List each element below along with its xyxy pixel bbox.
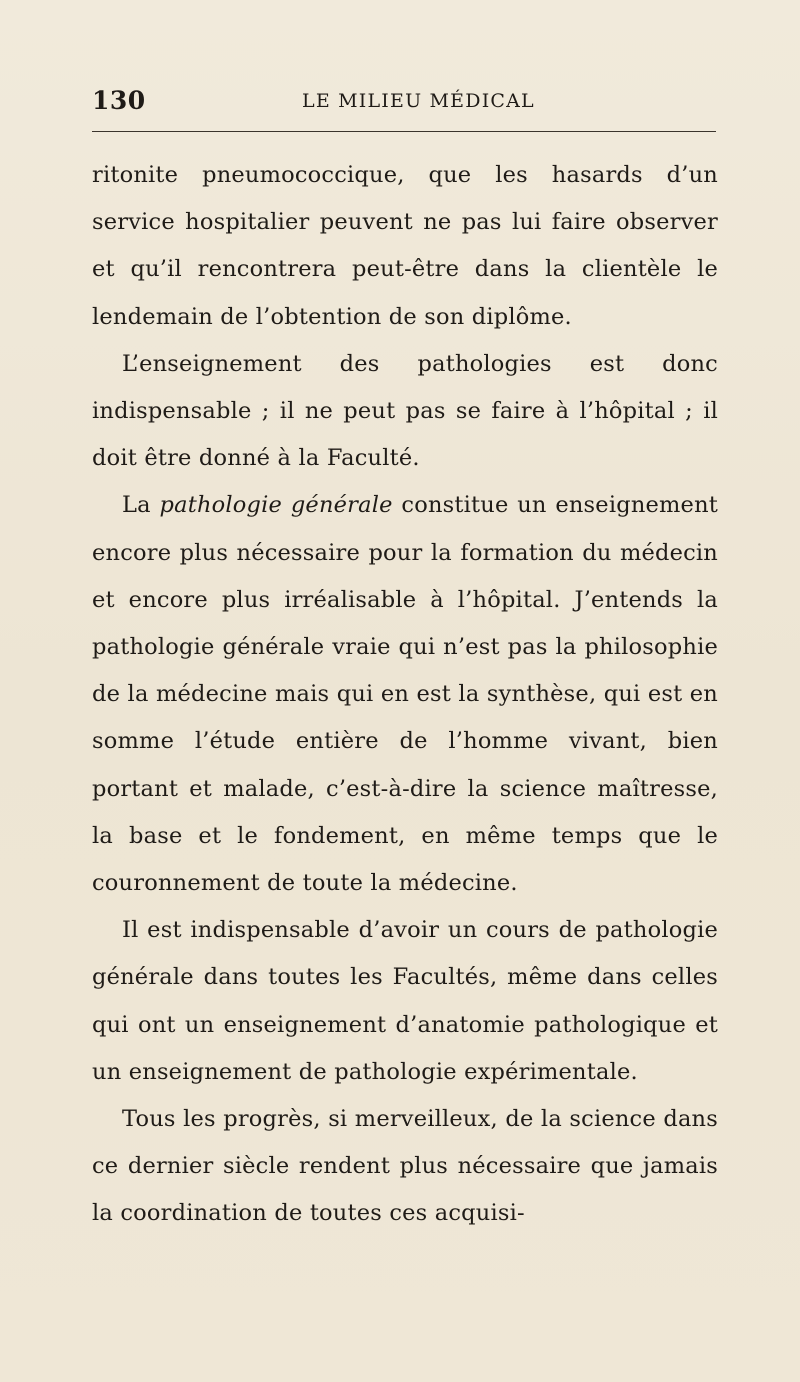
paragraph-3-rest: constitue un enseignement encore plus nécessaire pour la formation du médecin et encore plus irréalisable à l’hôpital. J’entends la pathologie générale vraie qui n’est pas la philosophie de la médecine mais qui en est la synthèse, qui est en somme l’étude entière de l’homme vivant, bien portant et malade, c’est-à-dire la science maîtresse, la base et le fondement, en même temps que le couronnement de toute la médecine. xyxy=(92,492,719,897)
header-rule xyxy=(92,131,716,132)
paragraph-1: ritonite pneumococcique, que les hasards d’un service hospitalier peuvent ne pas lui faire observer et qu’il rencontrera peut-être dans la clientèle le lendemain de l’obtention de son diplôme. xyxy=(92,162,718,330)
body-text xyxy=(92,152,718,1238)
paragraph-2: L’enseignement des pathologies est donc indispensable ; il ne peut pas se faire à l’hôpital ; il doit être donné à la Faculté. xyxy=(92,350,718,472)
paragraph-4: Il est indispensable d’avoir un cours de pathologie générale dans toutes les Facultés, même dans celles qui ont un enseignement d’anatomie pathologique et un enseignement de pathologie expérimentale. xyxy=(92,917,718,1085)
running-title: LE MILIEU MÉDICAL xyxy=(302,90,535,112)
paragraph-3-emphasis: pathologie générale xyxy=(159,492,393,519)
page-number: 130 xyxy=(92,86,146,115)
paragraph-5: Tous les progrès, si merveilleux, de la science dans ce dernier siècle rendent plus nécessaire que jamais la coordination de toutes ces acquisi- xyxy=(92,1106,718,1227)
paragraph-3-lead: La xyxy=(122,492,160,519)
paragraph-3 xyxy=(92,482,718,907)
running-head xyxy=(92,86,718,126)
